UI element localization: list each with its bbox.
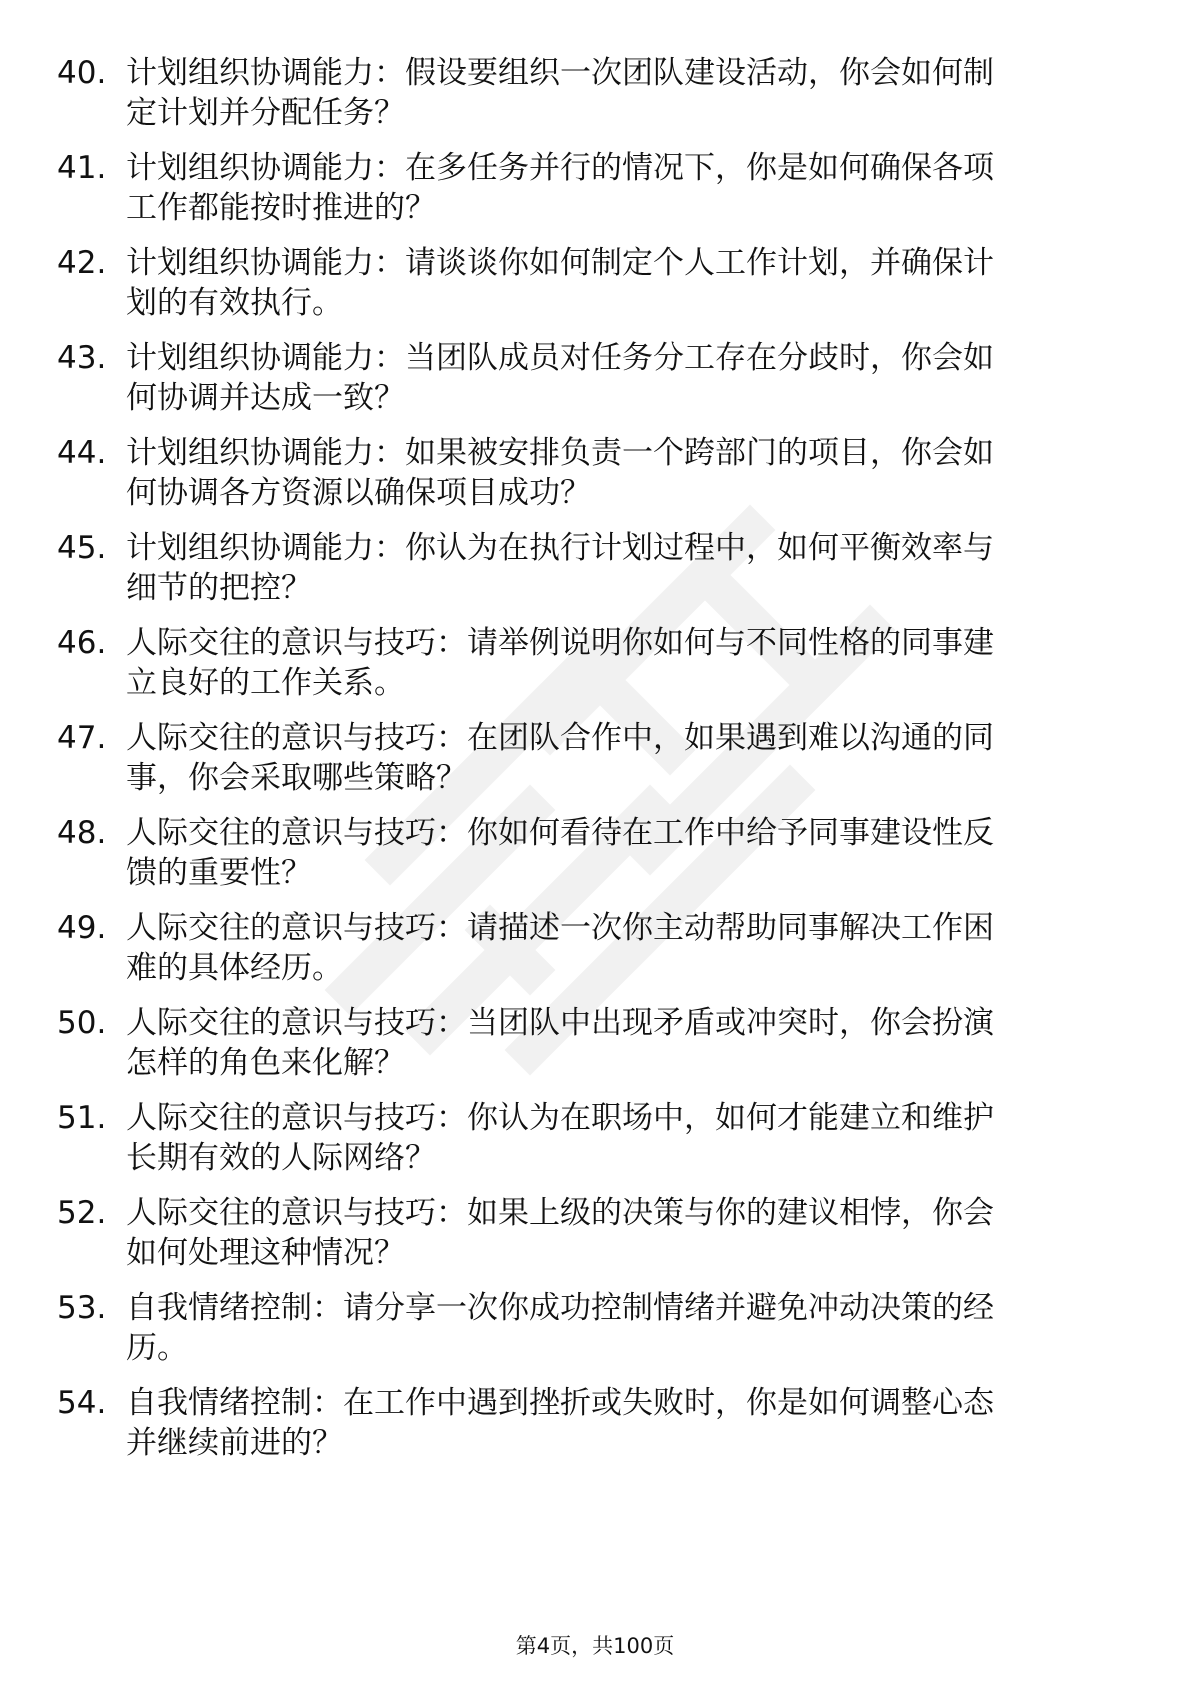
- question-line: 定计划并分配任务？: [126, 95, 405, 131]
- question-number: 54.: [57, 1385, 107, 1421]
- question-line: 计划组织协调能力：你认为在执行计划过程中，如何平衡效率与: [126, 530, 994, 566]
- question-number: 52.: [57, 1195, 107, 1231]
- question-line: 难的具体经历。: [126, 950, 343, 986]
- question-line: 人际交往的意识与技巧：如果上级的决策与你的建议相悖，你会: [126, 1195, 994, 1231]
- question-number: 40.: [57, 55, 107, 91]
- question-number: 44.: [57, 435, 107, 471]
- question-line: 工作都能按时推进的？: [126, 190, 436, 226]
- question-line: 计划组织协调能力：在多任务并行的情况下，你是如何确保各项: [126, 150, 994, 186]
- question-line: 馈的重要性？: [126, 855, 312, 891]
- question-line: 何协调并达成一致？: [126, 380, 405, 416]
- question-text: [126, 338, 1126, 418]
- question-text: [126, 813, 1126, 893]
- question-line: 人际交往的意识与技巧：请举例说明你如何与不同性格的同事建: [126, 625, 994, 661]
- question-line: 自我情绪控制：请分享一次你成功控制情绪并避免冲动决策的经: [126, 1290, 994, 1326]
- question-text: [126, 623, 1126, 703]
- question-number: 53.: [57, 1290, 107, 1326]
- question-line: 并继续前进的？: [126, 1425, 343, 1461]
- question-line: 历。: [126, 1330, 188, 1366]
- question-text: [126, 1098, 1126, 1178]
- question-text: [126, 433, 1126, 513]
- question-line: 人际交往的意识与技巧：你如何看待在工作中给予同事建设性反: [126, 815, 994, 851]
- question-number: 45.: [57, 530, 107, 566]
- question-line: 计划组织协调能力：当团队成员对任务分工存在分歧时，你会如: [126, 340, 994, 376]
- question-line: 怎样的角色来化解？: [126, 1045, 405, 1081]
- question-text: [126, 243, 1126, 323]
- question-number: 47.: [57, 720, 107, 756]
- question-number: 48.: [57, 815, 107, 851]
- question-number: 41.: [57, 150, 107, 186]
- question-line: 计划组织协调能力：请谈谈你如何制定个人工作计划，并确保计: [126, 245, 994, 281]
- question-line: 人际交往的意识与技巧：在团队合作中，如果遇到难以沟通的同: [126, 720, 994, 756]
- question-text: [126, 1003, 1126, 1083]
- question-line: 人际交往的意识与技巧：你认为在职场中，如何才能建立和维护: [126, 1100, 994, 1136]
- question-text: [126, 53, 1126, 133]
- question-number: 42.: [57, 245, 107, 281]
- question-text: [126, 1288, 1126, 1368]
- question-line: 事，你会采取哪些策略？: [126, 760, 467, 796]
- question-number: 51.: [57, 1100, 107, 1136]
- question-text: [126, 718, 1126, 798]
- question-text: [126, 1193, 1126, 1273]
- question-text: [126, 148, 1126, 228]
- question-line: 如何处理这种情况？: [126, 1235, 405, 1271]
- question-number: 43.: [57, 340, 107, 376]
- question-line: 划的有效执行。: [126, 285, 343, 321]
- question-number: 49.: [57, 910, 107, 946]
- question-text: [126, 908, 1126, 988]
- question-line: 立良好的工作关系。: [126, 665, 405, 701]
- question-line: 人际交往的意识与技巧：请描述一次你主动帮助同事解决工作困: [126, 910, 994, 946]
- question-text: [126, 528, 1126, 608]
- question-line: 长期有效的人际网络？: [126, 1140, 436, 1176]
- question-line: 计划组织协调能力：如果被安排负责一个跨部门的项目，你会如: [126, 435, 994, 471]
- question-text: [126, 1383, 1126, 1463]
- question-line: 计划组织协调能力：假设要组织一次团队建设活动，你会如何制: [126, 55, 994, 91]
- question-line: 人际交往的意识与技巧：当团队中出现矛盾或冲突时，你会扮演: [126, 1005, 994, 1041]
- page-number-footer: 第4页，共100页: [515, 1634, 675, 1658]
- question-number: 50.: [57, 1005, 107, 1041]
- question-line: 自我情绪控制：在工作中遇到挫折或失败时，你是如何调整心态: [126, 1385, 994, 1421]
- question-number: 46.: [57, 625, 107, 661]
- question-line: 细节的把控？: [126, 570, 312, 606]
- question-line: 何协调各方资源以确保项目成功？: [126, 475, 591, 511]
